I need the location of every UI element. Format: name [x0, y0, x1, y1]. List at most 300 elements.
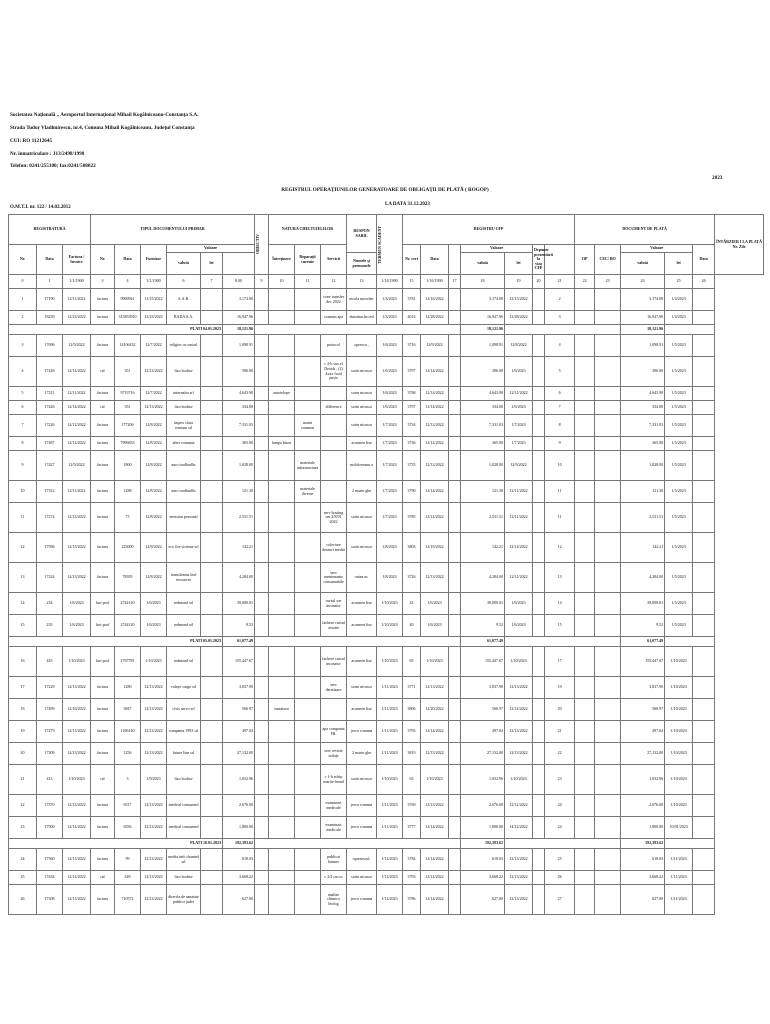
register-cell: religios cu suscul [167, 335, 201, 357]
register-cell [693, 647, 715, 677]
register-cell [321, 699, 347, 721]
register-cell: 21 [9, 765, 37, 795]
register-cell: 121.30 [461, 481, 505, 503]
register-cell: 12/12/2022 [421, 451, 449, 481]
register-cell: 1/11/2023 [377, 817, 403, 839]
register-cell: factura [91, 849, 115, 871]
register-cell [595, 721, 621, 743]
column-number: 6 [167, 275, 201, 289]
register-cell: 1,028.00 [621, 451, 665, 481]
register-cell: acarmen lisa [347, 437, 377, 451]
payment-subtotal-row [9, 325, 764, 335]
register-cell: 12 [545, 533, 575, 563]
register-cell [449, 743, 461, 765]
register-cell: 1/10/2023 [421, 765, 449, 795]
register-cell: 12/15/2022 [63, 533, 91, 563]
register-cell: 1/7/2023 [377, 481, 403, 503]
register-cell: 3735 [403, 451, 421, 481]
register-cell: 12/13/2022 [141, 743, 167, 765]
register-cell: 17274 [37, 503, 63, 533]
register-cell: 3784 [403, 849, 421, 871]
register-cell [269, 533, 295, 563]
register-cell [255, 795, 269, 817]
register-cell: future line srl [167, 743, 201, 765]
register-cell [575, 849, 595, 871]
register-cell [449, 437, 461, 451]
register-cell: 12/16/2022 [421, 289, 449, 311]
register-cell [269, 765, 295, 795]
register-cell: 3734 [403, 415, 421, 437]
register-cell: 24 [545, 795, 575, 817]
register-cell [255, 871, 269, 885]
register-cell: valaye cargo srl [167, 677, 201, 699]
register-cell: 2767781 [115, 647, 141, 677]
register-cell: 618.03 [223, 849, 255, 871]
register-cell: 1/11/2023 [377, 795, 403, 817]
header-nr: Nr. [9, 245, 37, 275]
register-row [9, 387, 764, 401]
register-cell [595, 415, 621, 437]
register-cell [269, 311, 295, 325]
column-number: 0 [9, 275, 37, 289]
register-cell [255, 503, 269, 533]
register-cell [575, 401, 595, 415]
register-cell: 1,028.00 [223, 451, 255, 481]
register-cell [269, 871, 295, 885]
register-cell [575, 593, 595, 615]
register-cell: 1/11/2023 [377, 721, 403, 743]
register-cell [321, 451, 347, 481]
register-cell: 7,331.03 [461, 415, 505, 437]
register-cell: 1/10/2023 [665, 795, 693, 817]
register-cell: 12/13/2022 [141, 795, 167, 817]
register-cell: factura [91, 503, 115, 533]
register-cell [255, 533, 269, 563]
register-cell: 351 [115, 401, 141, 415]
register-cell: factura [91, 795, 115, 817]
register-cell: 9 [545, 437, 575, 451]
register-cell: 3,174.00 [461, 289, 505, 311]
register-cell: 315853910 [115, 311, 141, 325]
register-cell [575, 677, 595, 699]
column-number: 19 [505, 275, 533, 289]
company-name: Societatea Naţională „ Aeroportul Internaţional Mihail Kogălniceanu-Constanţa S.A. [10, 112, 199, 118]
header-payment-document: DOCUMENT DE PLATĂ [575, 215, 715, 245]
register-cell: 1/10/2023 [421, 647, 449, 677]
column-number: 18 [461, 275, 505, 289]
register-cell: 3,668.22 [223, 871, 255, 885]
register-cell: acarmen lisa [347, 647, 377, 677]
register-cell: 1/6/2023 [505, 593, 533, 615]
register-cell: 2,531.51 [223, 503, 255, 533]
register-cell: medical consumed [167, 817, 201, 839]
register-cell [201, 817, 223, 839]
register-cell: 12/14/2022 [421, 357, 449, 387]
register-cell [575, 437, 595, 451]
register-cell: maint consmat [295, 415, 321, 437]
register-row [9, 765, 764, 795]
register-cell: factura [91, 289, 115, 311]
register-cell [295, 593, 321, 615]
register-cell: 65 [403, 647, 421, 677]
register-cell [575, 415, 595, 437]
register-cell: 1/5/2023 [665, 533, 693, 563]
register-cell: 12/13/2022 [63, 563, 91, 593]
register-cell [693, 401, 715, 415]
register-cell: 17279 [37, 721, 63, 743]
register-cell: 17696 [37, 335, 63, 357]
register-cell [693, 451, 715, 481]
register-cell [533, 563, 545, 593]
register-cell: 24 [545, 817, 575, 839]
register-cell [321, 415, 347, 437]
register-cell: 1/10/2023 [665, 677, 693, 699]
header-cfp-currency: valută [461, 253, 505, 275]
register-cell: 23 [545, 765, 575, 795]
register-cell: fachere cursul incasator [321, 647, 347, 677]
header-pay-date: Data [693, 245, 715, 275]
register-cell: 11/15/2022 [141, 289, 167, 311]
company-cui: CUI: RO 11212645 [10, 138, 53, 144]
register-cell: 12/12/2022 [421, 437, 449, 451]
register-cell [201, 765, 223, 795]
register-cell [693, 563, 715, 593]
register-cell: 12/15/2022 [421, 743, 449, 765]
column-number: 25 [665, 275, 693, 289]
register-cell: medical consumed [167, 795, 201, 817]
register-cell [201, 437, 223, 451]
register-cell [533, 593, 545, 615]
register-cell: 12/7/2022 [141, 387, 167, 401]
register-cell: 3 [9, 335, 37, 357]
register-cell: difference [321, 401, 347, 415]
register-cell [201, 699, 223, 721]
register-cell: 12/11/2022 [63, 289, 91, 311]
register-cell [595, 387, 621, 401]
register-cell [693, 481, 715, 503]
register-cell: fact prof [91, 647, 115, 677]
register-cell: sorin nicusor [347, 415, 377, 437]
register-cell: 1/10/2023 [665, 765, 693, 795]
register-cell: 12/12/2022 [63, 437, 91, 451]
register-cell: 12/13/2022 [421, 795, 449, 817]
column-number: 20 [533, 275, 545, 289]
register-cell: 7,331.03 [223, 415, 255, 437]
register-cell: 1/11/2023 [665, 871, 693, 885]
register-cell [255, 615, 269, 637]
register-cell [575, 289, 595, 311]
register-cell [295, 335, 321, 357]
register-cell [595, 765, 621, 795]
register-cell: 1/7/2023 [377, 415, 403, 437]
register-cell [449, 451, 461, 481]
register-cell: 1/5/2023 [665, 481, 693, 503]
register-cell: 618.03 [461, 849, 505, 871]
register-cell [269, 503, 295, 533]
register-cell: directia de sanatate publica judet [167, 885, 201, 915]
register-cell [533, 415, 545, 437]
register-cell [575, 481, 595, 503]
register-cell: factura [91, 677, 115, 699]
register-cell [255, 677, 269, 699]
register-cell: 1/10/2023 [63, 647, 91, 677]
register-cell: 6 [545, 387, 575, 401]
register-cell [201, 677, 223, 699]
register-cell [693, 743, 715, 765]
register-cell [533, 387, 545, 401]
report-year: 2023 [712, 175, 723, 181]
register-cell [575, 743, 595, 765]
register-cell: nicola moscher [347, 289, 377, 311]
register-cell: 17 [545, 647, 575, 677]
register-row [9, 593, 764, 615]
register-cell: 413 [37, 765, 63, 795]
register-cell: 1,028.00 [461, 451, 505, 481]
register-cell [201, 563, 223, 593]
register-cell: 12/11/2022 [505, 387, 533, 401]
register-cell: 1/5/2023 [665, 437, 693, 451]
register-cell [693, 615, 715, 637]
register-cell [201, 885, 223, 915]
register-cell [693, 503, 715, 533]
register-cell: lixo bodiav [167, 871, 201, 885]
register-cell [255, 415, 269, 437]
header-objective: OBIECTIV [255, 234, 261, 255]
register-cell [295, 357, 321, 387]
register-cell [533, 311, 545, 325]
register-cell: 18239 [37, 311, 63, 325]
register-cell: examinari medicale [321, 795, 347, 817]
register-cell [595, 289, 621, 311]
register-cell: 1,800.00 [621, 817, 665, 839]
register-cell [449, 503, 461, 533]
column-number: 4 [115, 275, 141, 289]
register-cell: 12/11/2022 [505, 481, 533, 503]
register-cell: 9.52 [621, 615, 665, 637]
column-number: 1/16/1900 [421, 275, 449, 289]
register-cell: 11 [545, 481, 575, 503]
column-number: 1 [37, 275, 63, 289]
register-cell: serv revizie utilaje [321, 743, 347, 765]
register-cell [449, 387, 461, 401]
register-cell [449, 795, 461, 817]
register-cell [449, 357, 461, 387]
register-cell: 12/13/2022 [141, 885, 167, 915]
register-cell: 27 [545, 885, 575, 915]
register-cell: 1/6/2023 [505, 357, 533, 387]
register-cell: 17308 [37, 885, 63, 915]
register-cell [595, 357, 621, 387]
register-cell [269, 885, 295, 915]
register-cell: sorin nicusor [347, 357, 377, 387]
column-number: 1/14/1900 [377, 275, 403, 289]
register-cell: 3,174.00 [621, 289, 665, 311]
header-invoice: Factura / Invoice [63, 245, 91, 275]
register-cell [595, 699, 621, 721]
register-cell: 12/8/2022 [505, 335, 533, 357]
register-cell: 73 [115, 503, 141, 533]
register-cell: 16 [9, 647, 37, 677]
register-cell: 3,837.90 [461, 677, 505, 699]
register-cell: 3716 [403, 335, 421, 357]
register-cell: 2,676.00 [621, 795, 665, 817]
register-cell: 12/8/2022 [141, 503, 167, 533]
column-number: 24 [621, 275, 665, 289]
register-cell [449, 563, 461, 593]
register-cell: 234 [37, 593, 63, 615]
register-cell: 1/4/2023 [665, 289, 693, 311]
register-cell: 3806 [403, 699, 421, 721]
register-cell: materiale diverse [295, 481, 321, 503]
register-cell: 627.00 [621, 885, 665, 915]
register-cell: 17229 [37, 677, 63, 699]
register-cell: 12/28/2022 [505, 311, 533, 325]
header-name: Numele şi prenumele [347, 253, 377, 275]
register-cell [693, 765, 715, 795]
register-cell: conv transfer dec 2022 [321, 289, 347, 311]
register-cell [533, 451, 545, 481]
register-cell: 12/14/2022 [421, 721, 449, 743]
register-cell: 1/10/2023 [665, 721, 693, 743]
header-cfp-register: REGISTRU CFP [403, 215, 575, 245]
register-cell: 2,676.00 [223, 795, 255, 817]
header-registratura: REGISTRATURĂ [9, 215, 91, 245]
header-pay-value: Valoare [621, 245, 693, 253]
register-cell: 396.00 [461, 357, 505, 387]
register-cell [255, 563, 269, 593]
register-cell: 627.00 [461, 885, 505, 915]
column-number: 11 [295, 275, 321, 289]
register-cell: 20 [9, 743, 37, 765]
header-cfp-nr: Nr. cert [403, 245, 421, 275]
register-cell [693, 885, 715, 915]
register-cell: 3768 [403, 387, 421, 401]
register-cell [693, 357, 715, 387]
register-cell: factura [91, 699, 115, 721]
register-cell: 41 [403, 593, 421, 615]
register-cell: 3777 [403, 817, 421, 839]
register-cell: 1,098.91 [621, 335, 665, 357]
register-cell: 1/10/2023 [665, 699, 693, 721]
register-cell [533, 503, 545, 533]
register-cell [595, 503, 621, 533]
register-cell: 1/12/2023 [377, 849, 403, 871]
register-cell: 1/6/2023 [505, 615, 533, 637]
register-cell: 17226 [37, 415, 63, 437]
register-cell [295, 563, 321, 593]
register-cell: 16,947.96 [461, 311, 505, 325]
column-number: 13 [347, 275, 377, 289]
register-cell: autotelope [269, 387, 295, 401]
register-cell: 3781 [403, 289, 421, 311]
register-cell: redmond srl [167, 615, 201, 637]
header-document-type: TIPUL DOCUMENTULUI PRIMAR [91, 215, 255, 245]
register-cell [575, 311, 595, 325]
register-cell: 1/10/2023 [505, 647, 533, 677]
register-cell: 8 [9, 437, 37, 451]
register-cell [269, 401, 295, 415]
register-cell [269, 743, 295, 765]
register-cell: 1/6/2023 [377, 387, 403, 401]
header-due-date: TERMEN SCADENT [377, 225, 383, 264]
register-cell: 12/8/2022 [141, 415, 167, 437]
header-value: Valoare [167, 245, 255, 253]
register-cell [295, 615, 321, 637]
register-cell: 3726 [403, 563, 421, 593]
register-cell [533, 765, 545, 795]
register-cell: 2 marin ghe [347, 743, 377, 765]
register-cell [595, 871, 621, 885]
register-cell [269, 795, 295, 817]
register-cell: 12/9/2022 [63, 335, 91, 357]
register-row [9, 437, 764, 451]
register-cell [201, 387, 223, 401]
register-cell: 4,643.90 [223, 387, 255, 401]
register-cell: 3736 [403, 437, 421, 451]
register-cell: 2,676.00 [461, 795, 505, 817]
register-cell: 121.30 [223, 481, 255, 503]
register-cell: 1/6/2023 [141, 615, 167, 637]
register-cell: 1,032.96 [461, 765, 505, 795]
register-cell: colectare deseuri mediu [321, 533, 347, 563]
register-cell: 22 [9, 795, 37, 817]
register-cell: 566.97 [223, 699, 255, 721]
header-pay-lei: lei [665, 253, 693, 275]
register-cell [255, 849, 269, 871]
header-responsible: RESPON SABIL [347, 215, 377, 253]
register-cell: factura [91, 437, 115, 451]
register-cell: 17190 [37, 289, 63, 311]
register-cell [295, 647, 321, 677]
header-cfp-date: Data [421, 245, 449, 275]
column-number: 21 [545, 275, 575, 289]
register-cell [449, 615, 461, 637]
register-cell: 12/13/2022 [505, 721, 533, 743]
register-cell: 1/10/2023 [377, 593, 403, 615]
register-cell: sorin nicusor [347, 533, 377, 563]
register-cell: 12/13/2022 [63, 849, 91, 871]
register-cell: 1/8/2023 [377, 533, 403, 563]
register-cell [595, 311, 621, 325]
register-cell: 2 [9, 311, 37, 325]
register-cell: factura [91, 817, 115, 839]
register-cell [595, 593, 621, 615]
register-cell: 142.21 [223, 533, 255, 563]
register-cell: acarmen lisa [347, 699, 377, 721]
register-cell: 26 [545, 871, 575, 885]
register-cell: 15 [9, 615, 37, 637]
register-row [9, 481, 764, 503]
register-cell: 365.00 [461, 437, 505, 451]
register-cell [255, 885, 269, 915]
register-cell: 1/5/2023 [665, 615, 693, 637]
register-cell [201, 593, 223, 615]
register-cell [575, 357, 595, 387]
register-cell [295, 503, 321, 533]
register-cell: 1/5/2023 [665, 503, 693, 533]
register-cell: 12/14/2022 [63, 357, 91, 387]
register-cell [295, 677, 321, 699]
register-cell: 12/13/2022 [63, 743, 91, 765]
header-maintenance: Întreţinere [269, 245, 295, 275]
register-cell [201, 647, 223, 677]
register-cell [533, 615, 545, 637]
register-cell: 1/6/2023 [421, 615, 449, 637]
register-cell [255, 451, 269, 481]
payment-label: PLATI 10.01.2023 [9, 839, 223, 849]
register-cell: consum apa [321, 311, 347, 325]
register-cell: 12/19/2022 [421, 533, 449, 563]
